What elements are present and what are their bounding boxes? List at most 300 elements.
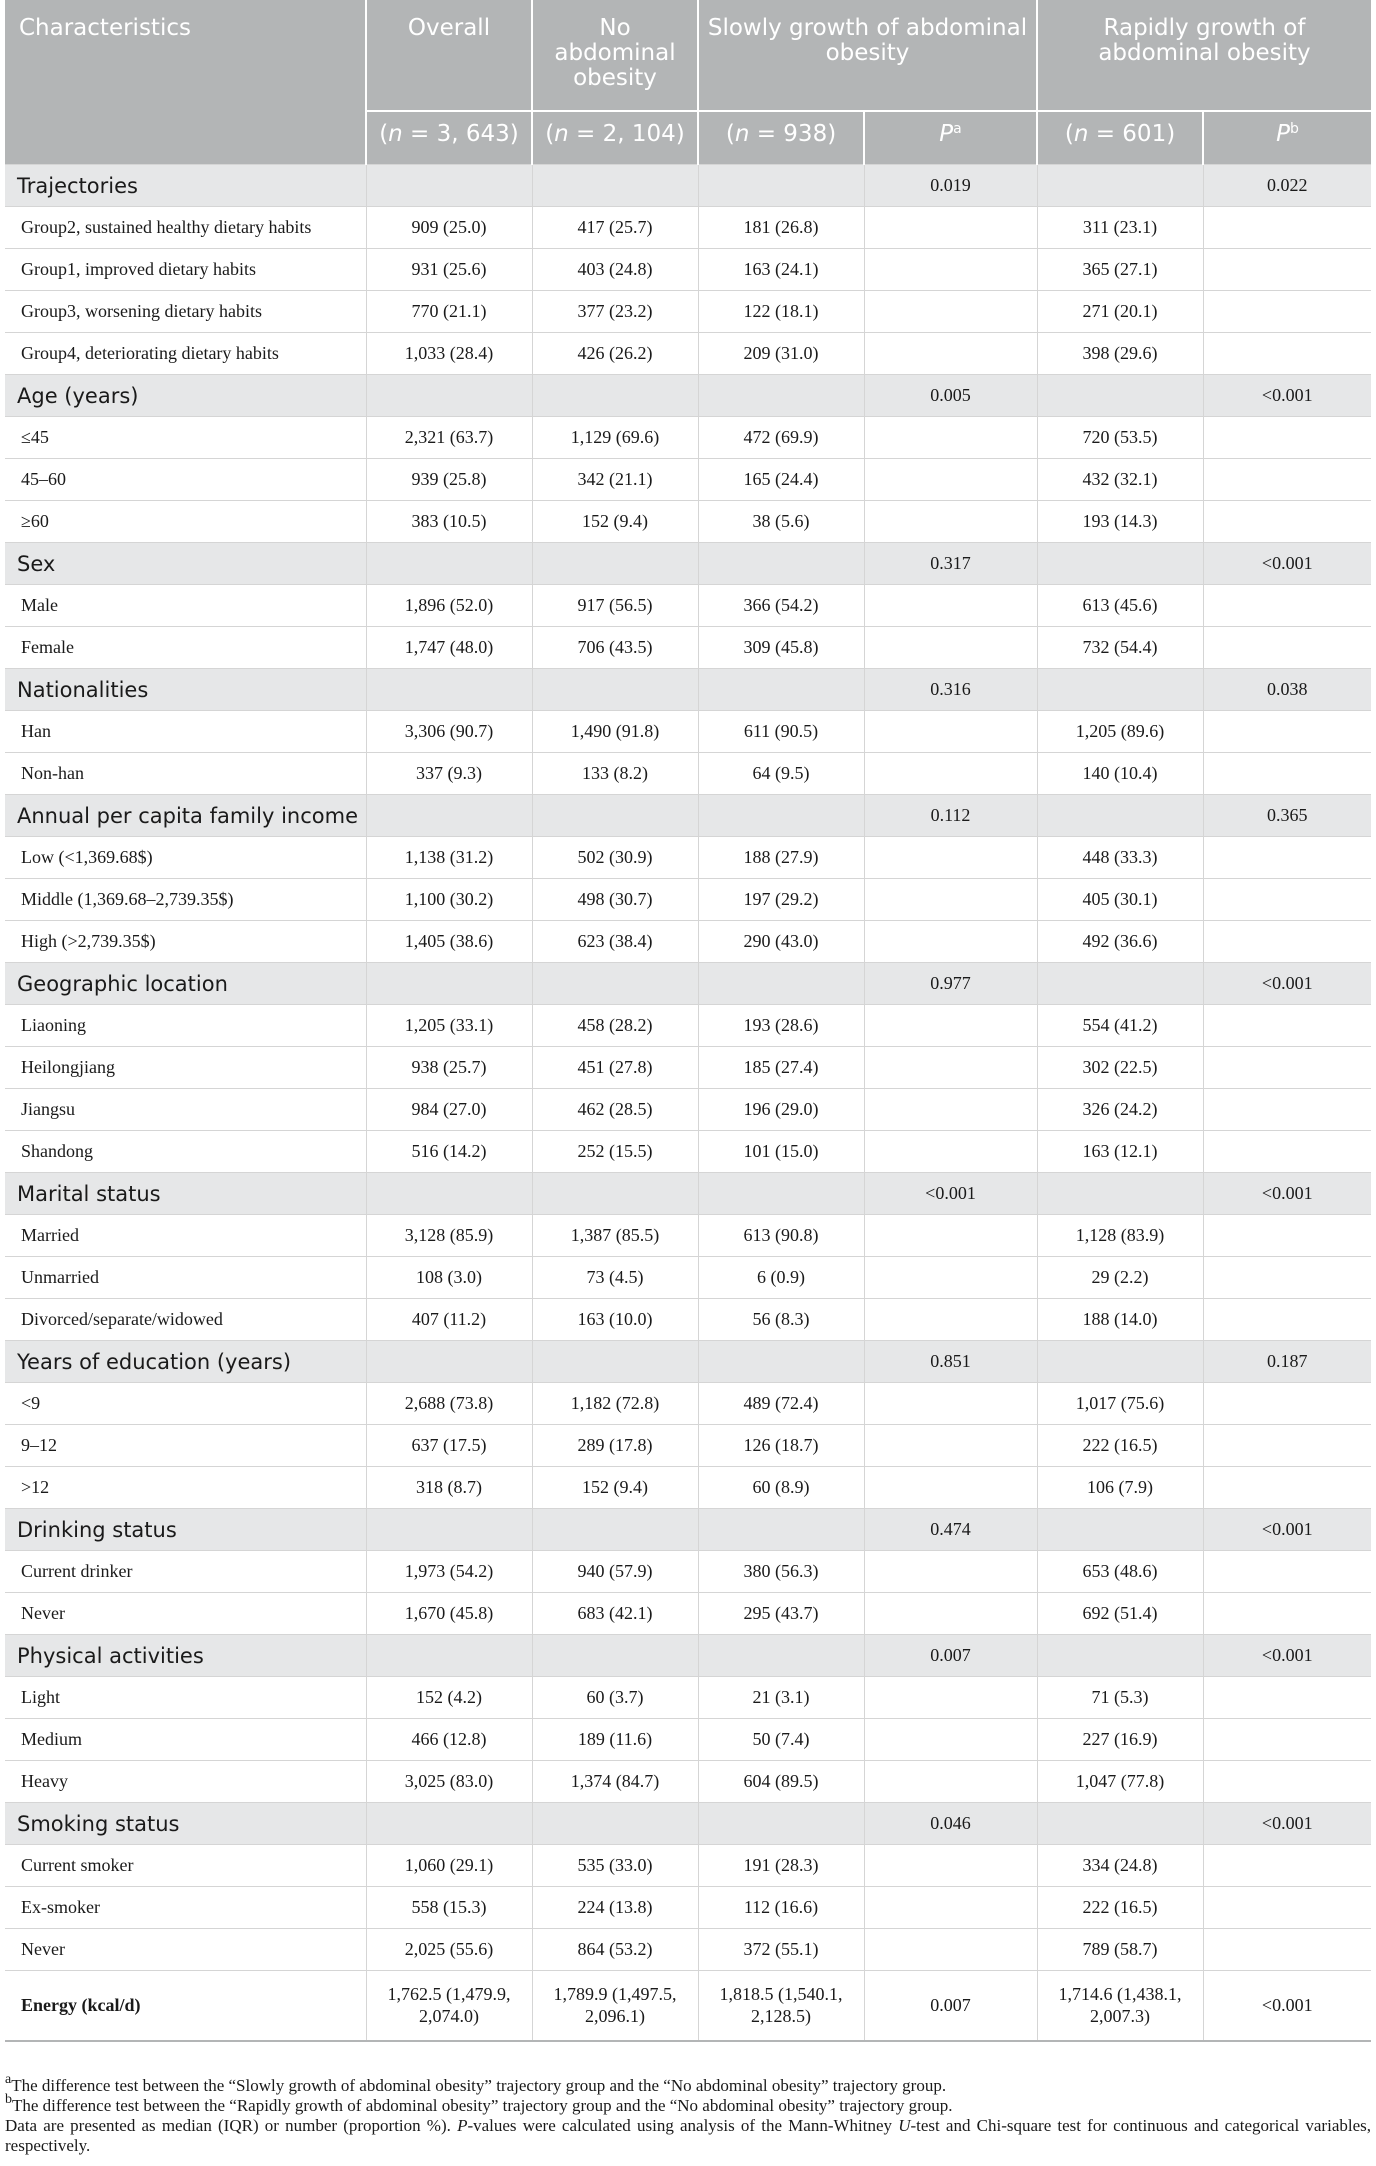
empty-cell <box>864 1929 1037 1971</box>
row-label: Ex-smoker <box>5 1887 366 1929</box>
cell-overall: 3,025 (83.0) <box>366 1761 532 1803</box>
cell-rapidly: 1,128 (83.9) <box>1037 1215 1203 1257</box>
empty-cell <box>698 963 864 1005</box>
empty-cell <box>1203 1215 1371 1257</box>
row-label: Heavy <box>5 1761 366 1803</box>
cell-rapidly: 193 (14.3) <box>1037 501 1203 543</box>
empty-cell <box>532 165 698 207</box>
cell-no-obesity: 864 (53.2) <box>532 1929 698 1971</box>
energy-no-obesity: 1,789.9 (1,497.5, 2,096.1) <box>532 1971 698 2041</box>
cell-overall: 337 (9.3) <box>366 753 532 795</box>
empty-cell <box>1037 1173 1203 1215</box>
cell-slowly: 112 (16.6) <box>698 1887 864 1929</box>
p-value-a: <0.001 <box>864 1173 1037 1215</box>
cell-rapidly: 302 (22.5) <box>1037 1047 1203 1089</box>
cell-overall: 770 (21.1) <box>366 291 532 333</box>
cell-no-obesity: 1,387 (85.5) <box>532 1215 698 1257</box>
energy-slowly: 1,818.5 (1,540.1, 2,128.5) <box>698 1971 864 2041</box>
row-label: Han <box>5 711 366 753</box>
p-value-b: 0.022 <box>1203 165 1371 207</box>
p-value-a: 0.474 <box>864 1509 1037 1551</box>
cell-rapidly: 653 (48.6) <box>1037 1551 1203 1593</box>
empty-cell <box>532 1509 698 1551</box>
p-value-a: 0.317 <box>864 543 1037 585</box>
section-title: Smoking status <box>5 1803 366 1845</box>
row-label: Current smoker <box>5 1845 366 1887</box>
p-value-b: <0.001 <box>1203 543 1371 585</box>
empty-cell <box>1203 1677 1371 1719</box>
empty-cell <box>1037 165 1203 207</box>
p-value-b: <0.001 <box>1203 375 1371 417</box>
header-n-overall: (n = 3, 643) <box>366 111 532 165</box>
table-row <box>5 1719 1371 1761</box>
empty-cell <box>1037 375 1203 417</box>
empty-cell <box>366 669 532 711</box>
table-row <box>5 1929 1371 1971</box>
cell-no-obesity: 1,374 (84.7) <box>532 1761 698 1803</box>
cell-rapidly: 326 (24.2) <box>1037 1089 1203 1131</box>
header-n-rapidly: (n = 601) <box>1037 111 1203 165</box>
cell-slowly: 38 (5.6) <box>698 501 864 543</box>
section-row <box>5 1803 1371 1845</box>
energy-p-a: 0.007 <box>864 1971 1037 2041</box>
empty-cell <box>366 1635 532 1677</box>
cell-no-obesity: 189 (11.6) <box>532 1719 698 1761</box>
table-body <box>5 165 1371 2041</box>
row-label: Shandong <box>5 1131 366 1173</box>
empty-cell <box>1203 1761 1371 1803</box>
table-row <box>5 207 1371 249</box>
empty-cell <box>864 1719 1037 1761</box>
empty-cell <box>366 1509 532 1551</box>
row-label: Middle (1,369.68–2,739.35$) <box>5 879 366 921</box>
row-label: Light <box>5 1677 366 1719</box>
table-row <box>5 1677 1371 1719</box>
cell-overall: 1,138 (31.2) <box>366 837 532 879</box>
section-title: Age (years) <box>5 375 366 417</box>
section-title: Trajectories <box>5 165 366 207</box>
section-row <box>5 795 1371 837</box>
cell-slowly: 613 (90.8) <box>698 1215 864 1257</box>
cell-rapidly: 222 (16.5) <box>1037 1887 1203 1929</box>
footnote-a: $^a$The difference test between the “Slowly growth of abdominal obesity” trajectory group and the “No abdominal obesity” trajectory group. <box>5 2072 947 2095</box>
header-slowly-growth: Slowly growth of abdominal obesity <box>698 0 1037 111</box>
energy-row <box>5 1971 1371 2041</box>
empty-cell <box>864 585 1037 627</box>
cell-slowly: 366 (54.2) <box>698 585 864 627</box>
table-row <box>5 1887 1371 1929</box>
p-value-b: <0.001 <box>1203 1635 1371 1677</box>
row-label: 45–60 <box>5 459 366 501</box>
row-label: Medium <box>5 1719 366 1761</box>
table-row <box>5 1131 1371 1173</box>
section-title: Physical activities <box>5 1635 366 1677</box>
row-label: Male <box>5 585 366 627</box>
energy-rapidly: 1,714.6 (1,438.1, 2,007.3) <box>1037 1971 1203 2041</box>
empty-cell <box>698 165 864 207</box>
cell-overall: 2,688 (73.8) <box>366 1383 532 1425</box>
empty-cell <box>698 543 864 585</box>
cell-overall: 152 (4.2) <box>366 1677 532 1719</box>
empty-cell <box>366 1173 532 1215</box>
p-value-b: 0.038 <box>1203 669 1371 711</box>
cell-slowly: 60 (8.9) <box>698 1467 864 1509</box>
cell-rapidly: 492 (36.6) <box>1037 921 1203 963</box>
table-row <box>5 1467 1371 1509</box>
cell-overall: 318 (8.7) <box>366 1467 532 1509</box>
empty-cell <box>1203 921 1371 963</box>
table-row <box>5 837 1371 879</box>
cell-overall: 909 (25.0) <box>366 207 532 249</box>
cell-slowly: 372 (55.1) <box>698 1929 864 1971</box>
empty-cell <box>864 921 1037 963</box>
empty-cell <box>698 1509 864 1551</box>
table-container <box>5 0 1371 2042</box>
cell-overall: 1,896 (52.0) <box>366 585 532 627</box>
empty-cell <box>366 375 532 417</box>
cell-slowly: 191 (28.3) <box>698 1845 864 1887</box>
p-value-a: 0.019 <box>864 165 1037 207</box>
section-row <box>5 375 1371 417</box>
row-label: ≥60 <box>5 501 366 543</box>
row-label: <9 <box>5 1383 366 1425</box>
cell-no-obesity: 133 (8.2) <box>532 753 698 795</box>
cell-no-obesity: 152 (9.4) <box>532 501 698 543</box>
cell-no-obesity: 535 (33.0) <box>532 1845 698 1887</box>
table-row <box>5 711 1371 753</box>
empty-cell <box>366 1803 532 1845</box>
cell-overall: 938 (25.7) <box>366 1047 532 1089</box>
cell-slowly: 56 (8.3) <box>698 1299 864 1341</box>
row-label: Female <box>5 627 366 669</box>
cell-slowly: 380 (56.3) <box>698 1551 864 1593</box>
empty-cell <box>864 711 1037 753</box>
cell-rapidly: 188 (14.0) <box>1037 1299 1203 1341</box>
cell-slowly: 101 (15.0) <box>698 1131 864 1173</box>
table-row <box>5 291 1371 333</box>
table-row <box>5 459 1371 501</box>
p-value-a: 0.316 <box>864 669 1037 711</box>
cell-rapidly: 732 (54.4) <box>1037 627 1203 669</box>
cell-slowly: 185 (27.4) <box>698 1047 864 1089</box>
table-row <box>5 1551 1371 1593</box>
cell-slowly: 309 (45.8) <box>698 627 864 669</box>
table-row <box>5 1047 1371 1089</box>
section-row <box>5 165 1371 207</box>
cell-slowly: 611 (90.5) <box>698 711 864 753</box>
table-row <box>5 1845 1371 1887</box>
header-n-slowly: (n = 938) <box>698 111 864 165</box>
empty-cell <box>698 1635 864 1677</box>
empty-cell <box>1203 1887 1371 1929</box>
row-label: Liaoning <box>5 1005 366 1047</box>
table-row <box>5 585 1371 627</box>
cell-no-obesity: 917 (56.5) <box>532 585 698 627</box>
header-p-a: $P^a$ <box>864 111 1037 165</box>
row-label: Group1, improved dietary habits <box>5 249 366 291</box>
empty-cell <box>864 501 1037 543</box>
row-label: 9–12 <box>5 1425 366 1467</box>
energy-label: Energy (kcal/d) <box>5 1971 366 2041</box>
cell-rapidly: 692 (51.4) <box>1037 1593 1203 1635</box>
row-label: Never <box>5 1929 366 1971</box>
row-label: Group2, sustained healthy dietary habits <box>5 207 366 249</box>
header-p-b: $P^b$ <box>1203 111 1371 165</box>
empty-cell <box>1037 1509 1203 1551</box>
cell-overall: 984 (27.0) <box>366 1089 532 1131</box>
empty-cell <box>366 795 532 837</box>
empty-cell <box>1203 1425 1371 1467</box>
empty-cell <box>864 627 1037 669</box>
cell-overall: 383 (10.5) <box>366 501 532 543</box>
section-row <box>5 1341 1371 1383</box>
empty-cell <box>864 1425 1037 1467</box>
cell-overall: 1,747 (48.0) <box>366 627 532 669</box>
cell-rapidly: 1,047 (77.8) <box>1037 1761 1203 1803</box>
cell-slowly: 165 (24.4) <box>698 459 864 501</box>
empty-cell <box>1203 1047 1371 1089</box>
row-label: Heilongjiang <box>5 1047 366 1089</box>
cell-rapidly: 1,205 (89.6) <box>1037 711 1203 753</box>
p-value-a: 0.007 <box>864 1635 1037 1677</box>
cell-rapidly: 29 (2.2) <box>1037 1257 1203 1299</box>
empty-cell <box>1203 417 1371 459</box>
empty-cell <box>864 207 1037 249</box>
cell-slowly: 181 (26.8) <box>698 207 864 249</box>
empty-cell <box>1203 585 1371 627</box>
empty-cell <box>1037 963 1203 1005</box>
footnote-b: $^b$The difference test between the “Rapidly growth of abdominal obesity” trajectory group and the “No abdominal obesity” trajectory group. <box>5 2092 953 2115</box>
cell-slowly: 21 (3.1) <box>698 1677 864 1719</box>
empty-cell <box>698 1173 864 1215</box>
empty-cell <box>864 1845 1037 1887</box>
cell-rapidly: 271 (20.1) <box>1037 291 1203 333</box>
cell-no-obesity: 451 (27.8) <box>532 1047 698 1089</box>
cell-overall: 1,060 (29.1) <box>366 1845 532 1887</box>
empty-cell <box>864 753 1037 795</box>
empty-cell <box>532 669 698 711</box>
table-row <box>5 249 1371 291</box>
cell-no-obesity: 498 (30.7) <box>532 879 698 921</box>
energy-overall: 1,762.5 (1,479.9, 2,074.0) <box>366 1971 532 2041</box>
cell-no-obesity: 417 (25.7) <box>532 207 698 249</box>
row-label: Married <box>5 1215 366 1257</box>
cell-overall: 466 (12.8) <box>366 1719 532 1761</box>
p-value-b: <0.001 <box>1203 1509 1371 1551</box>
section-title: Drinking status <box>5 1509 366 1551</box>
section-title: Nationalities <box>5 669 366 711</box>
cell-no-obesity: 342 (21.1) <box>532 459 698 501</box>
header-characteristics: Characteristics <box>5 0 366 165</box>
header-n-no-obesity: (n = 2, 104) <box>532 111 698 165</box>
cell-rapidly: 140 (10.4) <box>1037 753 1203 795</box>
cell-slowly: 196 (29.0) <box>698 1089 864 1131</box>
empty-cell <box>1203 501 1371 543</box>
row-label: Group4, deteriorating dietary habits <box>5 333 366 375</box>
empty-cell <box>864 1551 1037 1593</box>
table-row <box>5 627 1371 669</box>
empty-cell <box>532 1173 698 1215</box>
p-value-a: 0.851 <box>864 1341 1037 1383</box>
footnote-data: Data are presented as median (IQR) or number (proportion %). P-values were calculated using analysis of the Mann-Whitney U-test and Chi-square test for continuous and categorical variables, respectively. <box>5 2116 1372 2155</box>
row-label: Group3, worsening dietary habits <box>5 291 366 333</box>
empty-cell <box>864 1383 1037 1425</box>
cell-rapidly: 432 (32.1) <box>1037 459 1203 501</box>
p-value-b: <0.001 <box>1203 963 1371 1005</box>
table-row <box>5 1005 1371 1047</box>
p-value-b: 0.187 <box>1203 1341 1371 1383</box>
cell-rapidly: 405 (30.1) <box>1037 879 1203 921</box>
table-row <box>5 333 1371 375</box>
empty-cell <box>1203 1005 1371 1047</box>
row-label: Unmarried <box>5 1257 366 1299</box>
cell-slowly: 472 (69.9) <box>698 417 864 459</box>
characteristics-table <box>5 0 1371 2042</box>
empty-cell <box>1203 1257 1371 1299</box>
empty-cell <box>1203 1929 1371 1971</box>
row-label: Jiangsu <box>5 1089 366 1131</box>
cell-overall: 1,973 (54.2) <box>366 1551 532 1593</box>
cell-overall: 2,025 (55.6) <box>366 1929 532 1971</box>
cell-rapidly: 398 (29.6) <box>1037 333 1203 375</box>
section-row <box>5 669 1371 711</box>
cell-no-obesity: 623 (38.4) <box>532 921 698 963</box>
empty-cell <box>1037 795 1203 837</box>
empty-cell <box>1203 879 1371 921</box>
empty-cell <box>1203 1383 1371 1425</box>
empty-cell <box>1037 1341 1203 1383</box>
empty-cell <box>1203 627 1371 669</box>
empty-cell <box>366 963 532 1005</box>
empty-cell <box>864 291 1037 333</box>
row-label: >12 <box>5 1467 366 1509</box>
section-title: Geographic location <box>5 963 366 1005</box>
cell-rapidly: 554 (41.2) <box>1037 1005 1203 1047</box>
empty-cell <box>864 1761 1037 1803</box>
empty-cell <box>532 1803 698 1845</box>
empty-cell <box>1203 1089 1371 1131</box>
cell-no-obesity: 1,182 (72.8) <box>532 1383 698 1425</box>
cell-overall: 3,306 (90.7) <box>366 711 532 753</box>
empty-cell <box>1203 1467 1371 1509</box>
cell-no-obesity: 940 (57.9) <box>532 1551 698 1593</box>
empty-cell <box>698 1803 864 1845</box>
empty-cell <box>532 963 698 1005</box>
cell-rapidly: 789 (58.7) <box>1037 1929 1203 1971</box>
section-row <box>5 543 1371 585</box>
cell-no-obesity: 458 (28.2) <box>532 1005 698 1047</box>
section-title: Years of education (years) <box>5 1341 366 1383</box>
empty-cell <box>1203 711 1371 753</box>
empty-cell <box>1203 1719 1371 1761</box>
cell-slowly: 209 (31.0) <box>698 333 864 375</box>
section-title: Marital status <box>5 1173 366 1215</box>
cell-overall: 407 (11.2) <box>366 1299 532 1341</box>
cell-no-obesity: 462 (28.5) <box>532 1089 698 1131</box>
empty-cell <box>698 669 864 711</box>
table-row <box>5 879 1371 921</box>
empty-cell <box>1203 837 1371 879</box>
empty-cell <box>532 1635 698 1677</box>
empty-cell <box>1037 1803 1203 1845</box>
p-value-a: 0.977 <box>864 963 1037 1005</box>
cell-overall: 1,405 (38.6) <box>366 921 532 963</box>
empty-cell <box>698 795 864 837</box>
cell-overall: 1,205 (33.1) <box>366 1005 532 1047</box>
row-label: Current drinker <box>5 1551 366 1593</box>
row-label: Non-han <box>5 753 366 795</box>
cell-slowly: 64 (9.5) <box>698 753 864 795</box>
empty-cell <box>366 165 532 207</box>
cell-no-obesity: 502 (30.9) <box>532 837 698 879</box>
header-rapidly-growth: Rapidly growth of abdominal obesity <box>1037 0 1371 111</box>
cell-overall: 108 (3.0) <box>366 1257 532 1299</box>
empty-cell <box>366 1341 532 1383</box>
empty-cell <box>1203 333 1371 375</box>
empty-cell <box>864 879 1037 921</box>
p-value-a: 0.112 <box>864 795 1037 837</box>
table-row <box>5 1089 1371 1131</box>
cell-overall: 1,670 (45.8) <box>366 1593 532 1635</box>
table-row <box>5 1383 1371 1425</box>
empty-cell <box>1203 1299 1371 1341</box>
empty-cell <box>698 1341 864 1383</box>
cell-no-obesity: 252 (15.5) <box>532 1131 698 1173</box>
empty-cell <box>864 1005 1037 1047</box>
cell-no-obesity: 426 (26.2) <box>532 333 698 375</box>
empty-cell <box>532 543 698 585</box>
empty-cell <box>864 1089 1037 1131</box>
cell-rapidly: 222 (16.5) <box>1037 1425 1203 1467</box>
cell-no-obesity: 706 (43.5) <box>532 627 698 669</box>
empty-cell <box>1203 1845 1371 1887</box>
cell-rapidly: 163 (12.1) <box>1037 1131 1203 1173</box>
empty-cell <box>532 375 698 417</box>
cell-slowly: 295 (43.7) <box>698 1593 864 1635</box>
empty-cell <box>1203 1593 1371 1635</box>
cell-rapidly: 334 (24.8) <box>1037 1845 1203 1887</box>
empty-cell <box>366 543 532 585</box>
cell-no-obesity: 377 (23.2) <box>532 291 698 333</box>
cell-overall: 637 (17.5) <box>366 1425 532 1467</box>
p-value-a: 0.005 <box>864 375 1037 417</box>
empty-cell <box>532 1341 698 1383</box>
empty-cell <box>864 1593 1037 1635</box>
cell-overall: 1,033 (28.4) <box>366 333 532 375</box>
empty-cell <box>864 1467 1037 1509</box>
table-row <box>5 417 1371 459</box>
empty-cell <box>1203 1131 1371 1173</box>
table-row <box>5 1593 1371 1635</box>
row-label: High (>2,739.35$) <box>5 921 366 963</box>
empty-cell <box>864 1887 1037 1929</box>
cell-no-obesity: 289 (17.8) <box>532 1425 698 1467</box>
empty-cell <box>1037 1635 1203 1677</box>
cell-slowly: 193 (28.6) <box>698 1005 864 1047</box>
p-value-b: <0.001 <box>1203 1173 1371 1215</box>
table-row <box>5 1761 1371 1803</box>
empty-cell <box>698 375 864 417</box>
empty-cell <box>864 459 1037 501</box>
cell-slowly: 489 (72.4) <box>698 1383 864 1425</box>
p-value-b: 0.365 <box>1203 795 1371 837</box>
row-label: Low (<1,369.68$) <box>5 837 366 879</box>
row-label: Divorced/separate/widowed <box>5 1299 366 1341</box>
cell-slowly: 163 (24.1) <box>698 249 864 291</box>
empty-cell <box>864 333 1037 375</box>
cell-overall: 1,100 (30.2) <box>366 879 532 921</box>
table-row <box>5 1257 1371 1299</box>
